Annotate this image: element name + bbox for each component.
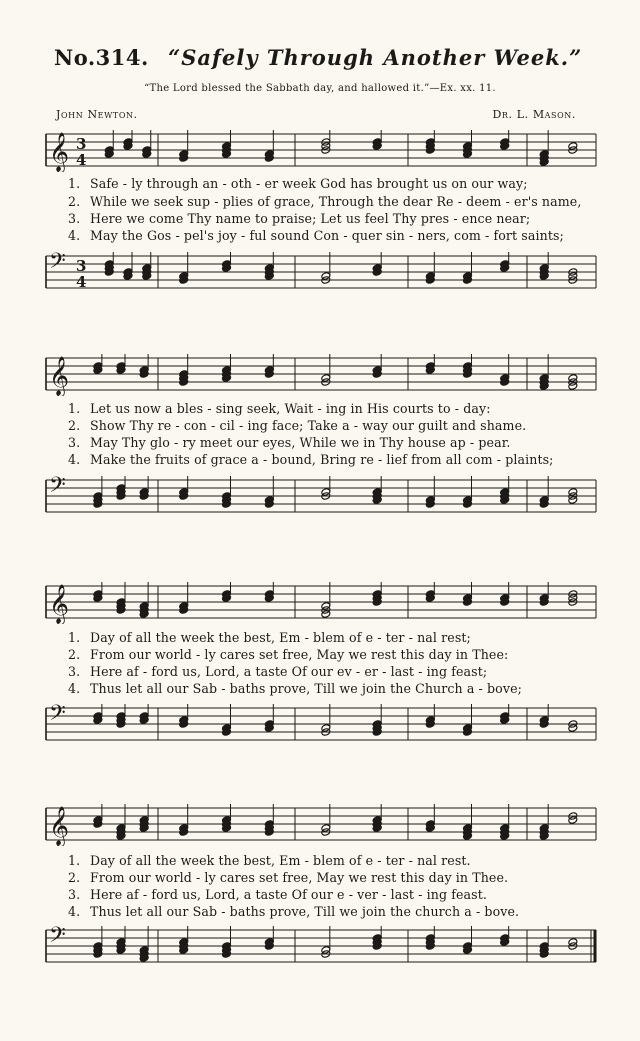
verse-line: 1. Day of all the week the best, Em - blem of e - ter - nal rest; — [68, 630, 471, 645]
bass-staff — [40, 702, 600, 746]
author-credit: John Newton. — [56, 108, 138, 121]
bass-staff — [40, 924, 600, 968]
verse-number: 2. — [68, 418, 81, 433]
scripture-reference: “The Lord blessed the Sabbath day, and hallowed it.”—Ex. xx. 11. — [144, 83, 496, 94]
verse-line: 2. From our world - ly cares set free, May we rest this day in Thee: — [68, 647, 509, 662]
verse-line: 1. Safe - ly through an - oth - er week God has brought us on our way; — [68, 176, 528, 191]
bass-clef-icon: 𝄢 — [49, 702, 66, 731]
verse-line: 2. While we seek sup - plies of grace, Through the dear Re - deem - er's name, — [68, 194, 582, 209]
verse-line: 1. Day of all the week the best, Em - blem of e - ter - nal rest. — [68, 853, 471, 868]
verse-number: 1. — [68, 853, 81, 868]
treble-clef-icon: 𝄞 — [49, 356, 70, 396]
verse-line: 4. Make the fruits of grace a - bound, Bring re - lief from all com - plaints; — [68, 452, 554, 467]
verse-number: 1. — [68, 630, 81, 645]
verse-line: 4. Thus let all our Sab - baths prove, Till we join the church a - bove. — [68, 904, 520, 919]
bass-staff — [40, 250, 600, 294]
treble-staff — [40, 580, 600, 624]
treble-staff — [40, 128, 600, 172]
verse-number: 3. — [68, 887, 81, 902]
time-signature: 3 — [76, 257, 87, 275]
verse-number: 4. — [68, 681, 81, 696]
bass-clef-icon: 𝄢 — [49, 250, 66, 279]
verse-line: 4. May the Gos - pel's joy - ful sound Con - quer sin - ners, com - fort saints; — [68, 228, 564, 243]
verse-number: 4. — [68, 228, 81, 243]
verse-number: 4. — [68, 904, 81, 919]
verse-number: 4. — [68, 452, 81, 467]
verse-line: 4. Thus let all our Sab - baths prove, Till we join the Church a - bove; — [68, 681, 522, 696]
hymn-title: “Safely Through Another Week.” — [168, 45, 583, 70]
verse-line: 2. Show Thy re - con - cil - ing face; Take a - way our guilt and shame. — [68, 418, 527, 433]
verse-line: 3. May Thy glo - ry meet our eyes, While we in Thy house ap - pear. — [68, 435, 511, 450]
hymn-title-line — [54, 45, 582, 70]
verse-number: 1. — [68, 401, 81, 416]
bass-clef-icon: 𝄢 — [49, 924, 66, 953]
verse-number: 2. — [68, 647, 81, 662]
treble-clef-icon: 𝄞 — [49, 132, 70, 172]
verse-number: 2. — [68, 194, 81, 209]
time-signature: 4 — [76, 151, 87, 169]
treble-clef-icon: 𝄞 — [49, 584, 70, 624]
composer-credit: Dr. L. Mason. — [492, 108, 576, 121]
verse-line: 3. Here af - ford us, Lord, a taste Of our ev - er - last - ing feast; — [68, 664, 488, 679]
treble-staff — [40, 802, 600, 846]
verse-number: 1. — [68, 176, 81, 191]
treble-clef-icon: 𝄞 — [49, 806, 70, 846]
hymn-number: No.314. — [54, 45, 149, 70]
verse-line: 3. Here af - ford us, Lord, a taste Of our e - ver - last - ing feast. — [68, 887, 487, 902]
verse-number: 3. — [68, 435, 81, 450]
bass-clef-icon: 𝄢 — [49, 474, 66, 503]
verse-number: 3. — [68, 211, 81, 226]
treble-staff — [40, 352, 600, 396]
verse-line: 3. Here we come Thy name to praise; Let us feel Thy pres - ence near; — [68, 211, 531, 226]
verse-number: 2. — [68, 870, 81, 885]
time-signature: 4 — [76, 273, 87, 291]
verse-line: 1. Let us now a bles - sing seek, Wait - ing in His courts to - day: — [68, 401, 491, 416]
time-signature: 3 — [76, 135, 87, 153]
verse-number: 3. — [68, 664, 81, 679]
verse-line: 2. From our world - ly cares set free, May we rest this day in Thee. — [68, 870, 509, 885]
bass-staff — [40, 474, 600, 518]
